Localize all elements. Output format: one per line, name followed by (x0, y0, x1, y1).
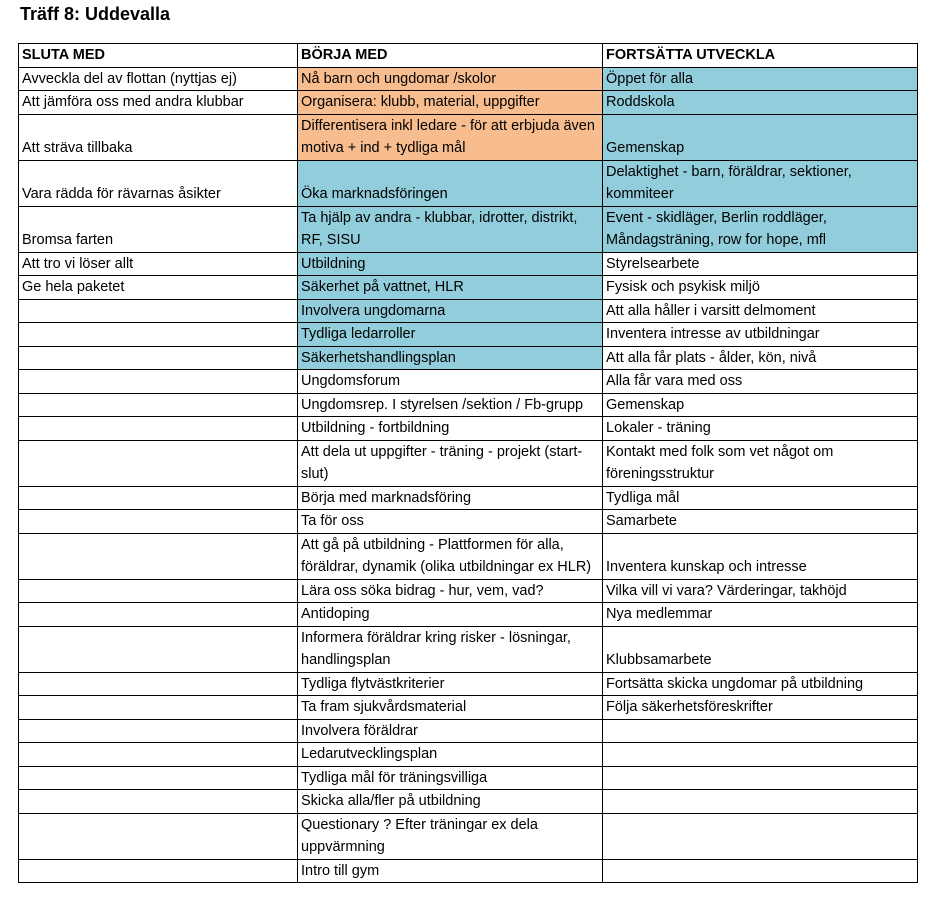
borja-med-cell: Börja med marknadsföring (298, 486, 603, 510)
table-row (19, 323, 918, 347)
sluta-med-cell (19, 859, 298, 883)
borja-med-cell: Ta fram sjukvårdsmaterial (298, 696, 603, 720)
sluta-med-cell (19, 346, 298, 370)
borja-med-cell: Ta för oss (298, 510, 603, 534)
page-title: Träff 8: Uddevalla (20, 4, 171, 24)
action-table (18, 43, 918, 883)
sluta-med-cell: Avveckla del av flottan (nyttjas ej) (19, 67, 298, 91)
borja-med-cell: Lära oss söka bidrag - hur, vem, vad? (298, 579, 603, 603)
borja-med-cell: Tydliga ledarroller (298, 323, 603, 347)
sluta-med-cell (19, 299, 298, 323)
table-row (19, 276, 918, 300)
table-row (19, 91, 918, 115)
borja-med-cell: Informera föräldrar kring risker - lösningar, handlingsplan (298, 626, 603, 672)
fortsatta-utveckla-cell: Kontakt med folk som vet något om föreningsstruktur (603, 440, 918, 486)
sluta-med-cell: Ge hela paketet (19, 276, 298, 300)
sluta-med-cell: Att tro vi löser allt (19, 252, 298, 276)
sluta-med-cell (19, 766, 298, 790)
table-row (19, 160, 918, 206)
table-row (19, 603, 918, 627)
borja-med-cell: Intro till gym (298, 859, 603, 883)
borja-med-cell: Ungdomsforum (298, 370, 603, 394)
sluta-med-cell: Att jämföra oss med andra klubbar (19, 91, 298, 115)
borja-med-cell: Ta hjälp av andra - klubbar, idrotter, distrikt, RF, SISU (298, 206, 603, 252)
sluta-med-cell: Bromsa farten (19, 206, 298, 252)
table-row (19, 813, 918, 859)
borja-med-cell: Ungdomsrep. I styrelsen /sektion / Fb-grupp (298, 393, 603, 417)
sluta-med-cell (19, 719, 298, 743)
sluta-med-cell (19, 510, 298, 534)
table-row (19, 743, 918, 767)
borja-med-cell: Skicka alla/fler på utbildning (298, 790, 603, 814)
borja-med-cell: Utbildning (298, 252, 603, 276)
sluta-med-cell: Vara rädda för rävarnas åsikter (19, 160, 298, 206)
borja-med-cell: Questionary ? Efter träningar ex dela uppvärmning (298, 813, 603, 859)
sluta-med-cell (19, 626, 298, 672)
borja-med-cell: Organisera: klubb, material, uppgifter (298, 91, 603, 115)
table-row (19, 626, 918, 672)
fortsatta-utveckla-cell: Gemenskap (603, 393, 918, 417)
fortsatta-utveckla-cell (603, 813, 918, 859)
table-row (19, 719, 918, 743)
sluta-med-cell (19, 743, 298, 767)
header-sluta-med: SLUTA MED (19, 44, 298, 68)
borja-med-cell: Öka marknadsföringen (298, 160, 603, 206)
sluta-med-cell (19, 813, 298, 859)
sluta-med-cell (19, 696, 298, 720)
borja-med-cell: Säkerhet på vattnet, HLR (298, 276, 603, 300)
sluta-med-cell (19, 790, 298, 814)
header-fortsatta-utveckla: FORTSÄTTA UTVECKLA (603, 44, 918, 68)
borja-med-cell: Tydliga mål för träningsvilliga (298, 766, 603, 790)
header-borja-med: BÖRJA MED (298, 44, 603, 68)
sluta-med-cell (19, 579, 298, 603)
table-row (19, 114, 918, 160)
borja-med-cell: Involvera föräldrar (298, 719, 603, 743)
borja-med-cell: Att gå på utbildning - Plattformen för alla, föräldrar, dynamik (olika utbildningar ex HLR) (298, 533, 603, 579)
borja-med-cell: Nå barn och ungdomar /skolor (298, 67, 603, 91)
fortsatta-utveckla-cell: Roddskola (603, 91, 918, 115)
fortsatta-utveckla-cell: Lokaler - träning (603, 417, 918, 441)
header-row (19, 44, 918, 68)
fortsatta-utveckla-cell: Fysisk och psykisk miljö (603, 276, 918, 300)
fortsatta-utveckla-cell: Att alla får plats - ålder, kön, nivå (603, 346, 918, 370)
table-row (19, 696, 918, 720)
fortsatta-utveckla-cell: Samarbete (603, 510, 918, 534)
fortsatta-utveckla-cell: Event - skidläger, Berlin roddläger, Måndagsträning, row for hope, mfl (603, 206, 918, 252)
table-row (19, 206, 918, 252)
fortsatta-utveckla-cell (603, 859, 918, 883)
fortsatta-utveckla-cell: Klubbsamarbete (603, 626, 918, 672)
table-row (19, 510, 918, 534)
table-row (19, 579, 918, 603)
fortsatta-utveckla-cell: Alla får vara med oss (603, 370, 918, 394)
fortsatta-utveckla-cell: Vilka vill vi vara? Värderingar, takhöjd (603, 579, 918, 603)
table-row (19, 393, 918, 417)
sluta-med-cell (19, 486, 298, 510)
table-row (19, 859, 918, 883)
sluta-med-cell (19, 370, 298, 394)
borja-med-cell: Antidoping (298, 603, 603, 627)
sluta-med-cell (19, 417, 298, 441)
fortsatta-utveckla-cell (603, 719, 918, 743)
sluta-med-cell (19, 533, 298, 579)
fortsatta-utveckla-cell: Nya medlemmar (603, 603, 918, 627)
table-row (19, 67, 918, 91)
table-row (19, 299, 918, 323)
borja-med-cell: Utbildning - fortbildning (298, 417, 603, 441)
table-row (19, 533, 918, 579)
fortsatta-utveckla-cell: Öppet för alla (603, 67, 918, 91)
fortsatta-utveckla-cell: Att alla håller i varsitt delmoment (603, 299, 918, 323)
fortsatta-utveckla-cell: Delaktighet - barn, föräldrar, sektioner, kommiteer (603, 160, 918, 206)
sluta-med-cell: Att sträva tillbaka (19, 114, 298, 160)
table-row (19, 440, 918, 486)
fortsatta-utveckla-cell (603, 743, 918, 767)
table-row (19, 790, 918, 814)
fortsatta-utveckla-cell: Tydliga mål (603, 486, 918, 510)
sluta-med-cell (19, 393, 298, 417)
fortsatta-utveckla-cell (603, 766, 918, 790)
borja-med-cell: Säkerhetshandlingsplan (298, 346, 603, 370)
sluta-med-cell (19, 672, 298, 696)
fortsatta-utveckla-cell: Gemenskap (603, 114, 918, 160)
table-row (19, 370, 918, 394)
borja-med-cell: Tydliga flytvästkriterier (298, 672, 603, 696)
fortsatta-utveckla-cell: Följa säkerhetsföreskrifter (603, 696, 918, 720)
table-row (19, 346, 918, 370)
fortsatta-utveckla-cell: Fortsätta skicka ungdomar på utbildning (603, 672, 918, 696)
fortsatta-utveckla-cell (603, 790, 918, 814)
table-row (19, 486, 918, 510)
fortsatta-utveckla-cell: Inventera kunskap och intresse (603, 533, 918, 579)
borja-med-cell: Differentisera inkl ledare - för att erbjuda även motiva + ind + tydliga mål (298, 114, 603, 160)
sluta-med-cell (19, 440, 298, 486)
table-row (19, 766, 918, 790)
fortsatta-utveckla-cell: Styrelsearbete (603, 252, 918, 276)
sluta-med-cell (19, 323, 298, 347)
fortsatta-utveckla-cell: Inventera intresse av utbildningar (603, 323, 918, 347)
borja-med-cell: Involvera ungdomarna (298, 299, 603, 323)
borja-med-cell: Ledarutvecklingsplan (298, 743, 603, 767)
sluta-med-cell (19, 603, 298, 627)
table-row (19, 417, 918, 441)
borja-med-cell: Att dela ut uppgifter - träning - projekt (start-slut) (298, 440, 603, 486)
table-row (19, 672, 918, 696)
table-row (19, 252, 918, 276)
table-body (19, 67, 918, 883)
